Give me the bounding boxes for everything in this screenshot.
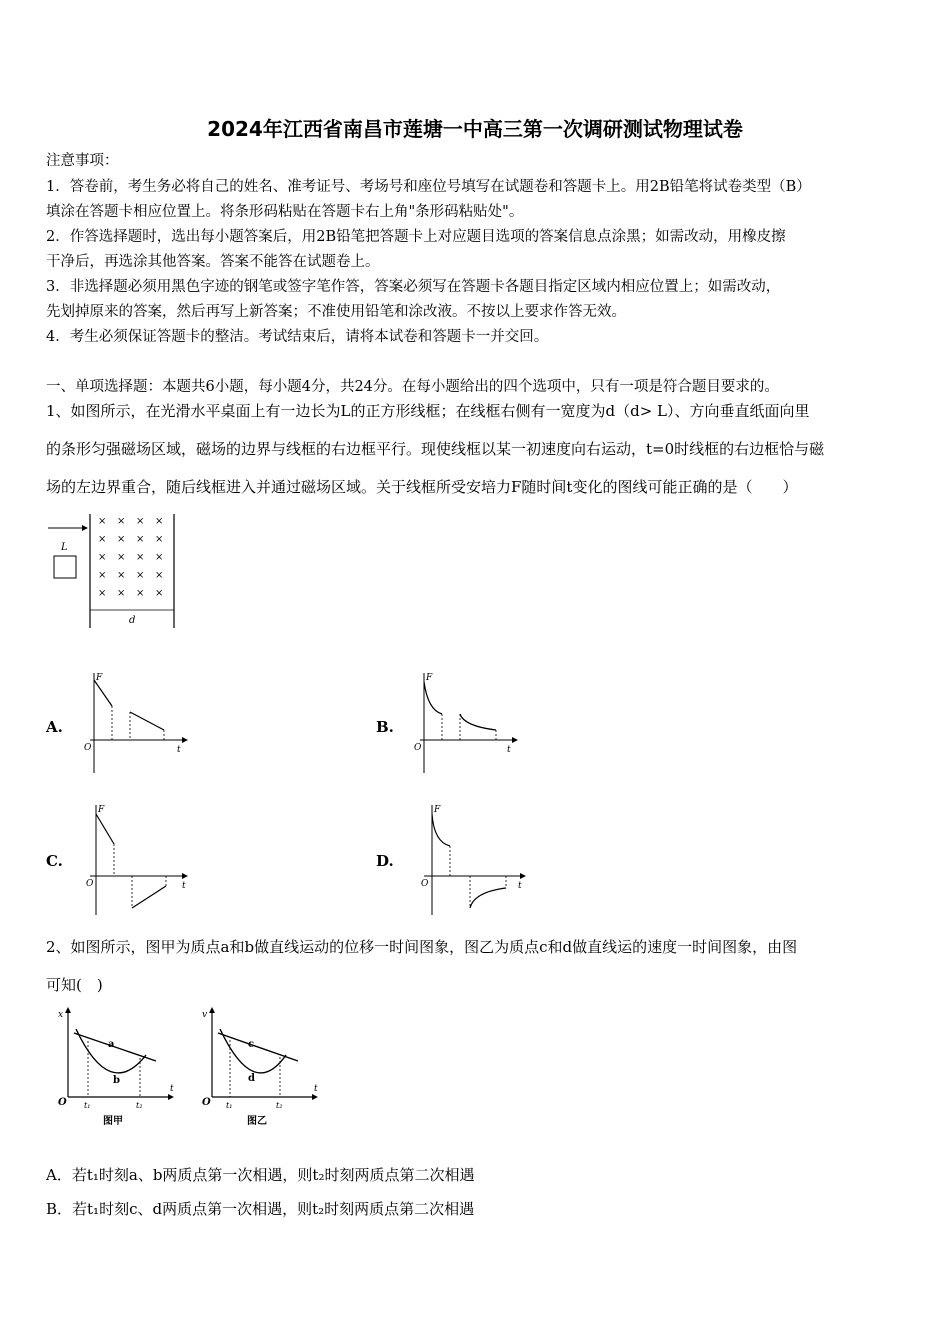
label-b: b — [113, 1075, 120, 1086]
svg-text:×: × — [155, 552, 164, 563]
notice-line: 4．考生必须保证答题卡的整洁。考试结束后，请将本试卷和答题卡一并交回。 — [46, 329, 549, 345]
svg-text:×: × — [136, 552, 145, 563]
q1-field-figure — [44, 510, 184, 630]
notice-heading: 注意事项： — [46, 153, 119, 169]
notice-line: 干净后，再选涂其他答案。答案不能答在试题卷上。 — [46, 254, 380, 270]
q2-figure-jia — [48, 1005, 183, 1130]
svg-text:×: × — [117, 588, 126, 599]
svg-text:×: × — [117, 570, 126, 581]
square-loop — [54, 556, 76, 578]
graph-option-C[interactable] — [82, 800, 192, 920]
axis-label-t: t — [177, 745, 181, 755]
x-axis-arrow-icon — [182, 873, 188, 879]
label-t2: t₂ — [136, 1101, 143, 1110]
label-t1: t₁ — [84, 1101, 91, 1110]
y-axis-arrow-icon — [209, 1007, 215, 1013]
axis-label-F: F — [434, 805, 441, 815]
notice-line: 1．答卷前，考生务必将自己的姓名、准考证号、考场号和座位号填写在试题卷和答题卡上。用2B铅笔将试卷类型（B） — [46, 179, 811, 195]
notice-line: 2．作答选择题时，选出每小题答案后，用2B铅笔把答题卡上对应题目选项的答案信息点涂黑；如需改动，用橡皮擦 — [46, 229, 786, 245]
svg-text:×: × — [98, 570, 107, 581]
force-curve-segment — [132, 886, 166, 908]
svg-text:×: × — [98, 552, 107, 563]
option-C-label[interactable]: C. — [46, 852, 63, 870]
force-curve-segment — [432, 814, 450, 846]
axis-label-F: F — [426, 673, 433, 683]
x-axis-arrow-icon — [512, 737, 518, 743]
arrow-head-icon — [82, 525, 88, 531]
svg-text:×: × — [98, 588, 107, 599]
option-B-label[interactable]: B. — [376, 718, 394, 736]
force-curve-segment — [96, 814, 114, 844]
origin-label: O — [84, 743, 92, 753]
axis-label-t: t — [518, 881, 522, 891]
axis-label-x: x — [58, 1010, 64, 1020]
graph-option-D[interactable] — [412, 800, 532, 920]
force-curve-segment — [460, 714, 496, 730]
x-axis-arrow-icon — [182, 737, 188, 743]
axis-label-v: v — [202, 1010, 208, 1020]
axis-label-F: F — [96, 673, 103, 683]
question-1-text: 1、如图所示，在光滑水平桌面上有一边长为L的正方形线框；在线框右侧有一宽度为d（d> L）、方向垂直纸面向里 — [46, 402, 810, 420]
curve-d — [220, 1029, 286, 1073]
svg-text:×: × — [155, 570, 164, 581]
figure-caption: 图乙 — [247, 1116, 267, 1127]
origin-label: O — [58, 1097, 67, 1108]
svg-text:×: × — [117, 534, 126, 545]
label-d: d — [129, 615, 136, 626]
graph-option-B[interactable] — [412, 668, 522, 778]
force-curve-segment — [130, 712, 164, 730]
axis-label-t: t — [507, 745, 511, 755]
label-a: a — [108, 1039, 115, 1050]
svg-text:×: × — [136, 516, 145, 527]
svg-text:×: × — [136, 534, 145, 545]
graph-option-A[interactable] — [82, 668, 192, 778]
question-2-option-B[interactable]: B．若t₁时刻c、d两质点第一次相遇，则t₂时刻两质点第二次相遇 — [46, 1200, 475, 1218]
origin-label: O — [414, 743, 422, 753]
svg-text:×: × — [155, 516, 164, 527]
question-2-option-A[interactable]: A．若t₁时刻a、b两质点第一次相遇，则t₂时刻两质点第二次相遇 — [46, 1166, 475, 1184]
svg-text:×: × — [155, 534, 164, 545]
label-d: d — [248, 1073, 255, 1084]
origin-label: O — [421, 879, 429, 889]
option-D-label[interactable]: D. — [376, 852, 394, 870]
label-L: L — [61, 542, 68, 553]
force-curve-segment — [424, 682, 442, 714]
axis-label-t: t — [182, 881, 186, 891]
label-t2: t₂ — [276, 1101, 283, 1110]
svg-text:×: × — [136, 588, 145, 599]
figure-caption: 图甲 — [103, 1116, 123, 1127]
force-curve-segment — [94, 680, 112, 706]
force-curve-segment — [470, 888, 506, 908]
question-2-text: 2、如图所示，图甲为质点a和b做直线运动的位移一时间图象，图乙为质点c和d做直线运的速度一时间图象，由图 — [46, 938, 798, 956]
x-axis-arrow-icon — [168, 1094, 174, 1100]
label-t1: t₁ — [226, 1101, 233, 1110]
notice-line: 先划掉原来的答案，然后再写上新答案；不准使用铅笔和涂改液。不按以上要求作答无效。 — [46, 304, 626, 320]
question-2-text: 可知( ) — [46, 976, 103, 994]
svg-text:×: × — [98, 516, 107, 527]
axis-label-t: t — [170, 1084, 174, 1094]
question-1-text: 场的左边界重合，随后线框进入并通过磁场区域。关于线框所受安培力F随时间t变化的图线可能正确的是（ ） — [46, 478, 798, 496]
svg-text:×: × — [155, 588, 164, 599]
field-cross-marks — [98, 516, 163, 599]
curve-b — [76, 1029, 146, 1073]
svg-text:×: × — [117, 552, 126, 563]
x-axis-arrow-icon — [312, 1094, 318, 1100]
axis-label-F: F — [98, 805, 105, 815]
notice-line: 填涂在答题卡相应位置上。将条形码粘贴在答题卡右上角"条形码粘贴处"。 — [46, 204, 524, 220]
axis-label-t: t — [314, 1084, 318, 1094]
q2-figure-yi — [192, 1005, 327, 1130]
svg-text:×: × — [136, 570, 145, 581]
option-A-label[interactable]: A. — [46, 718, 63, 736]
y-axis-arrow-icon — [65, 1007, 71, 1013]
notice-line: 3．非选择题必须用黑色字迹的钢笔或签字笔作答，答案必须写在答题卡各题目指定区域内相应位置上；如需改动， — [46, 279, 781, 295]
section-heading: 一、单项选择题：本题共6小题，每小题4分，共24分。在每小题给出的四个选项中，只有一项是符合题目要求的。 — [46, 379, 779, 395]
svg-text:×: × — [117, 516, 126, 527]
question-1-text: 的条形匀强磁场区域，磁场的边界与线框的右边框平行。现使线框以某一初速度向右运动，t=0时线框的右边框恰与磁 — [46, 440, 825, 458]
origin-label: O — [86, 879, 94, 889]
x-axis-arrow-icon — [520, 873, 526, 879]
label-c: c — [248, 1039, 255, 1050]
origin-label: O — [202, 1097, 211, 1108]
svg-text:×: × — [98, 534, 107, 545]
page-title: 2024年江西省南昌市莲塘一中高三第一次调研测试物理试卷 — [207, 117, 743, 141]
